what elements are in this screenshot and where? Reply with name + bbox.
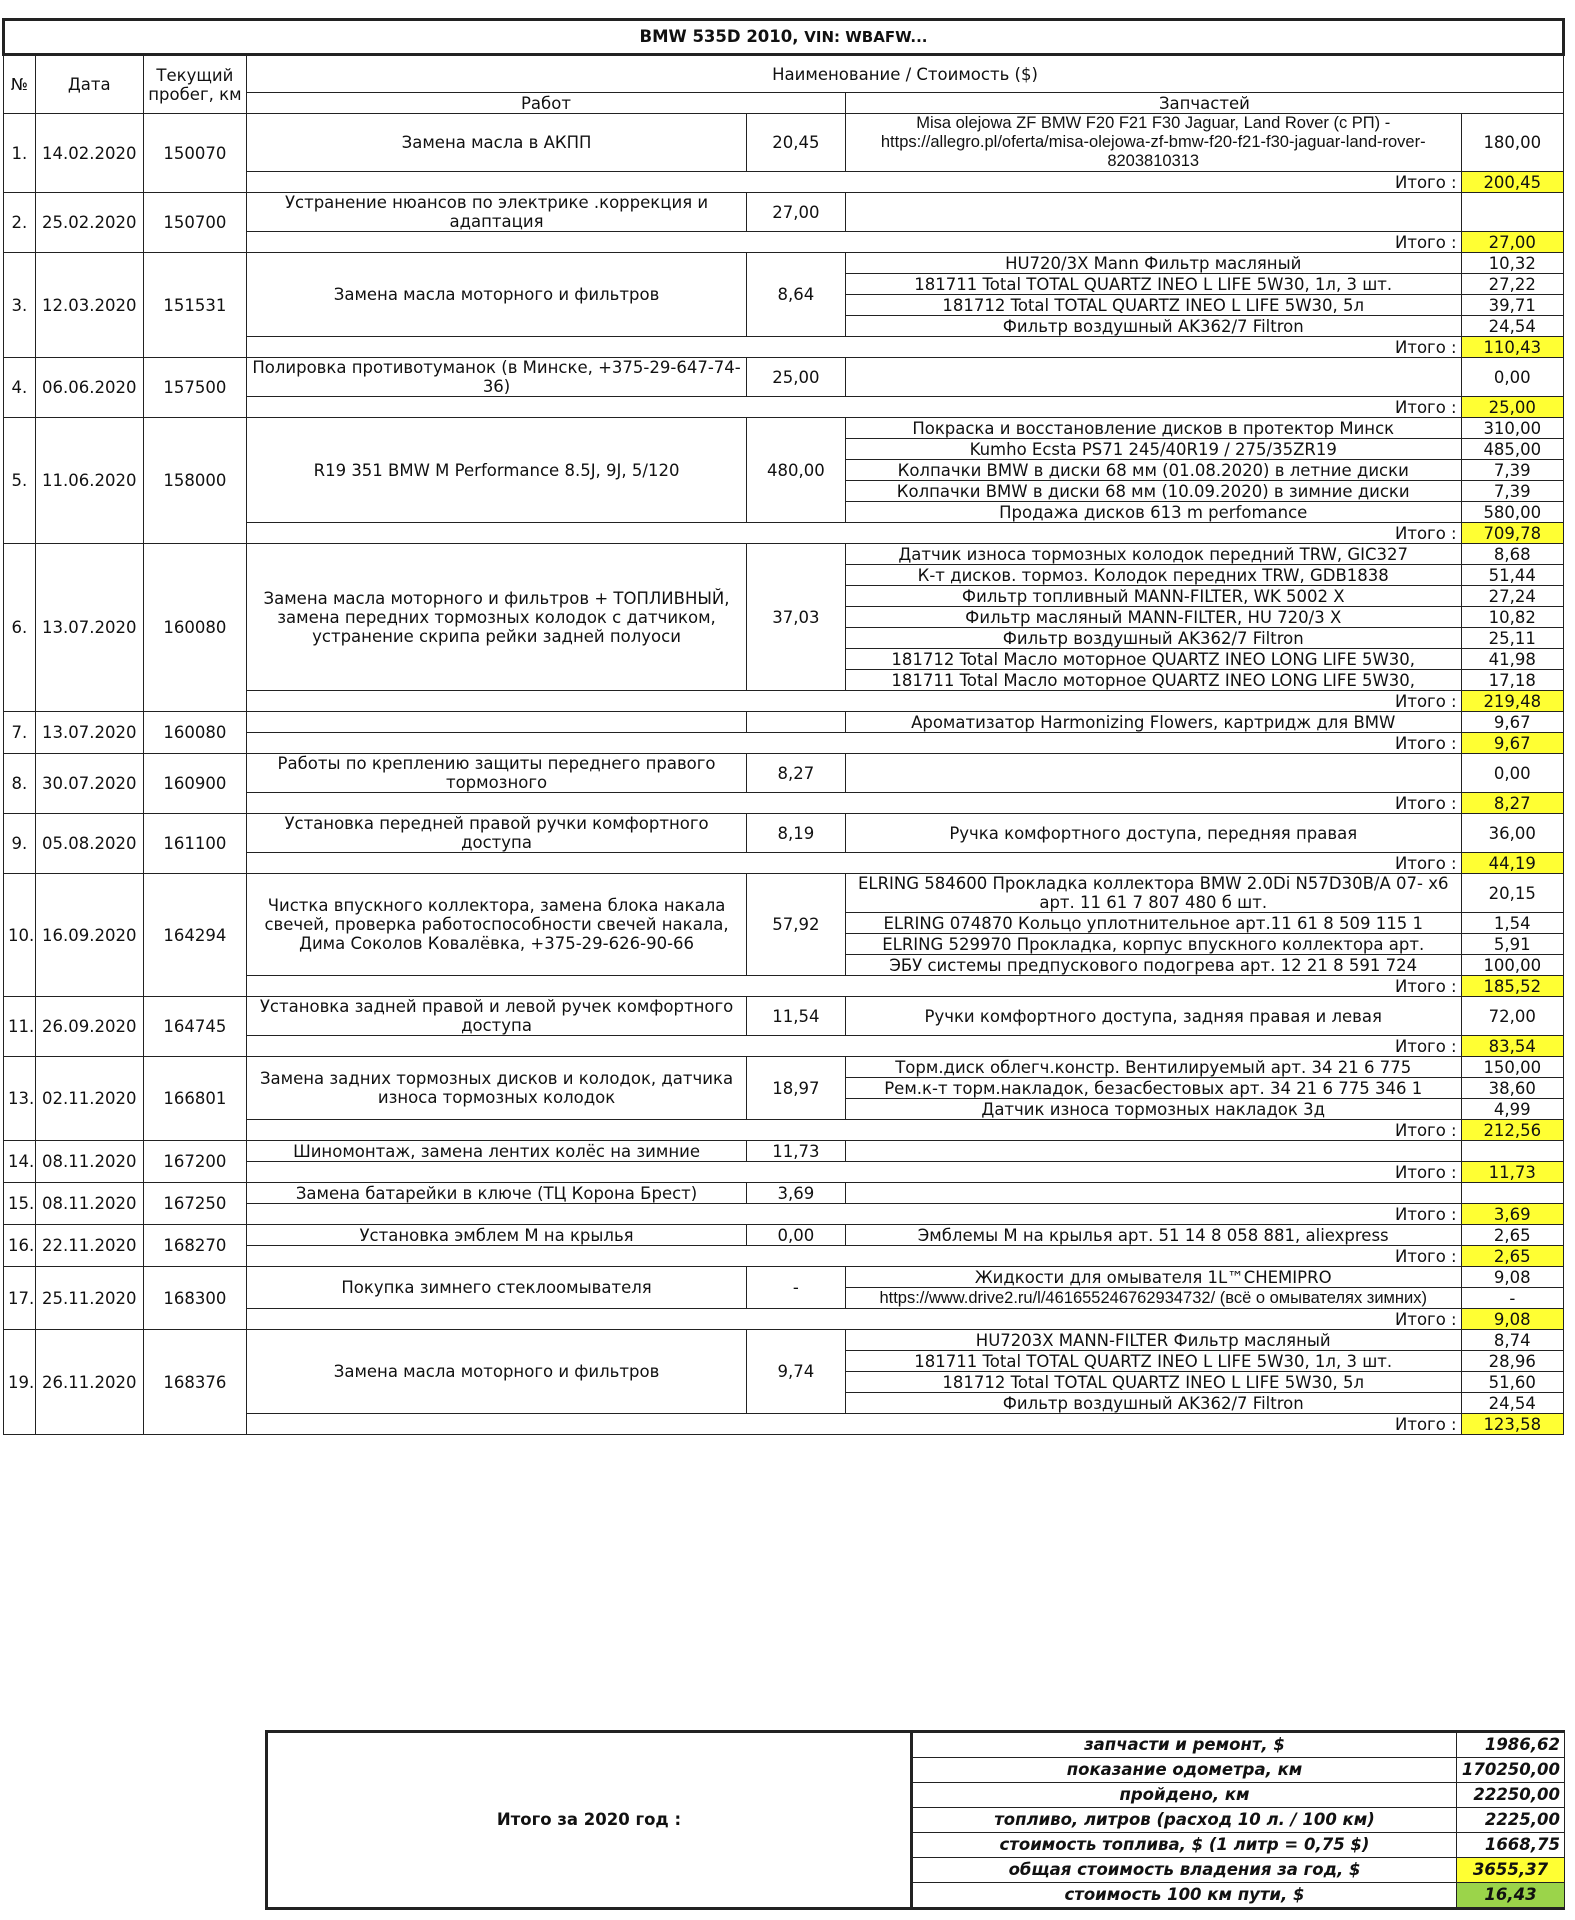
part-cost: 1,54 (1461, 913, 1563, 934)
part-cost: 10,32 (1461, 253, 1563, 274)
table-row (4, 1225, 1564, 1246)
summary-label: топливо, литров (расход 10 л. / 100 км) (912, 1808, 1457, 1833)
part-cost: 25,11 (1461, 628, 1563, 649)
part-name: К-т дисков. тормоз. Колодок передних TRW, GDB1838 (845, 565, 1461, 586)
part-name: Фильтр воздушный AK362/7 Filtron (845, 316, 1461, 337)
record-work: Шиномонтаж, замена лентих колёс на зимние (247, 1141, 747, 1162)
record-date: 25.11.2020 (35, 1267, 143, 1330)
part-name (845, 358, 1461, 397)
part-cost: 150,00 (1461, 1057, 1563, 1078)
record-mileage: 150700 (143, 193, 246, 253)
record-total: 9,08 (1461, 1309, 1563, 1330)
sheet-title (4, 20, 1564, 55)
part-name: 181712 Total TOTAL QUARTZ INEO L LIFE 5W30, 5л (845, 295, 1461, 316)
part-name: Колпачки BMW в диски 68 мм (10.09.2020) в зимние диски (845, 481, 1461, 502)
part-cost: 38,60 (1461, 1078, 1563, 1099)
table-row (4, 1183, 1564, 1204)
record-total: 709,78 (1461, 523, 1563, 544)
summary-value: 3655,37 (1457, 1858, 1565, 1883)
total-label: Итого : (247, 976, 1462, 997)
part-name (845, 193, 1461, 232)
part-name: Фильтр воздушный AK362/7 Filtron (845, 1393, 1461, 1414)
part-name: Колпачки BMW в диски 68 мм (01.08.2020) в летние диски (845, 460, 1461, 481)
record-mileage: 167250 (143, 1183, 246, 1225)
part-cost: 9,08 (1461, 1267, 1563, 1288)
part-cost: 7,39 (1461, 481, 1563, 502)
record-work-cost: 8,27 (746, 754, 845, 793)
record-work-cost: 27,00 (746, 193, 845, 232)
part-cost: 0,00 (1461, 358, 1563, 397)
record-work: Замена батарейки в ключе (ТЦ Корона Брест) (247, 1183, 747, 1204)
part-name: Ароматизатор Harmonizing Flowers, картридж для BMW (845, 712, 1461, 733)
record-work: Установка задней правой и левой ручек комфортного доступа (247, 997, 747, 1036)
maintenance-table (2, 18, 1565, 1435)
summary-value: 1986,62 (1457, 1732, 1565, 1758)
record-work-cost: 8,64 (746, 253, 845, 337)
part-cost: 24,54 (1461, 1393, 1563, 1414)
summary-label: общая стоимость владения за год, $ (912, 1858, 1457, 1883)
part-name: Датчик износа тормозных накладок 3д (845, 1099, 1461, 1120)
part-cost: 27,24 (1461, 586, 1563, 607)
record-total: 9,67 (1461, 733, 1563, 754)
part-cost: 0,00 (1461, 754, 1563, 793)
record-date: 08.11.2020 (35, 1183, 143, 1225)
record-work-cost: - (746, 1267, 845, 1309)
part-cost: 580,00 (1461, 502, 1563, 523)
part-cost: 36,00 (1461, 814, 1563, 853)
part-name: Ручка комфортного доступа, передняя правая (845, 814, 1461, 853)
record-mileage: 161100 (143, 814, 246, 874)
record-work: Установка передней правой ручки комфортного доступа (247, 814, 747, 853)
record-total: 2,65 (1461, 1246, 1563, 1267)
record-work-cost (746, 712, 845, 733)
part-name: Эмблемы М на крылья арт. 51 14 8 058 881, aliexpress (845, 1225, 1461, 1246)
summary-value: 170250,00 (1457, 1758, 1565, 1783)
table-row (4, 1057, 1564, 1078)
record-work-cost: 25,00 (746, 358, 845, 397)
part-name: ELRING 074870 Кольцо уплотнительное арт.11 61 8 509 115 1 (845, 913, 1461, 934)
header-name-cost: Наименование / Стоимость ($) (247, 55, 1564, 93)
total-label: Итого : (247, 1309, 1462, 1330)
record-date: 05.08.2020 (35, 814, 143, 874)
record-mileage: 157500 (143, 358, 246, 418)
record-num: 11. (4, 997, 36, 1057)
record-work-cost: 480,00 (746, 418, 845, 523)
header-parts: Запчастей (845, 93, 1563, 114)
part-cost: 51,44 (1461, 565, 1563, 586)
record-total: 25,00 (1461, 397, 1563, 418)
part-cost (1461, 1141, 1563, 1162)
table-row (4, 874, 1564, 913)
part-name: Фильтр топливный MANN-FILTER, WK 5002 X (845, 586, 1461, 607)
record-mileage: 160080 (143, 712, 246, 754)
total-label: Итого : (247, 1036, 1462, 1057)
record-date: 12.03.2020 (35, 253, 143, 358)
total-label: Итого : (247, 733, 1462, 754)
part-cost: 10,82 (1461, 607, 1563, 628)
part-name: Фильтр воздушный AK362/7 Filtron (845, 628, 1461, 649)
table-row (4, 814, 1564, 853)
record-mileage: 158000 (143, 418, 246, 544)
header-works: Работ (247, 93, 846, 114)
record-work: Чистка впускного коллектора, замена блока накала свечей, проверка работоспособности свечей накала, Дима Соколов Ковалёвка, +375-29-626-90-66 (247, 874, 747, 976)
summary-value: 1668,75 (1457, 1833, 1565, 1858)
table-row (4, 544, 1564, 565)
total-label: Итого : (247, 1246, 1462, 1267)
record-total: 11,73 (1461, 1162, 1563, 1183)
part-cost: 7,39 (1461, 460, 1563, 481)
part-cost: 4,99 (1461, 1099, 1563, 1120)
total-label: Итого : (247, 1414, 1462, 1435)
part-cost: 8,68 (1461, 544, 1563, 565)
part-name: Фильтр масляный MANN-FILTER, HU 720/3 X (845, 607, 1461, 628)
part-name: ELRING 584600 Прокладка коллектора BMW 2.0Di N57D30B/A 07- x6 арт. 11 61 7 807 480 б шт. (845, 874, 1461, 913)
total-label: Итого : (247, 853, 1462, 874)
record-work: Замена масла моторного и фильтров + ТОПЛИВНЫЙ, замена передних тормозных колодок с датчиком, устранение скрипа рейки задней полуоси (247, 544, 747, 691)
record-mileage: 168270 (143, 1225, 246, 1267)
part-cost: 8,74 (1461, 1330, 1563, 1351)
part-name: HU7203X MANN-FILTER Фильтр масляный (845, 1330, 1461, 1351)
record-work-cost: 20,45 (746, 114, 845, 172)
part-cost: 24,54 (1461, 316, 1563, 337)
record-mileage: 164745 (143, 997, 246, 1057)
total-label: Итого : (247, 337, 1462, 358)
record-date: 08.11.2020 (35, 1141, 143, 1183)
table-row (4, 1141, 1564, 1162)
total-label: Итого : (247, 1204, 1462, 1225)
record-num: 13. (4, 1057, 36, 1141)
record-work-cost: 3,69 (746, 1183, 845, 1204)
record-num: 3. (4, 253, 36, 358)
record-date: 11.06.2020 (35, 418, 143, 544)
total-label: Итого : (247, 1162, 1462, 1183)
summary-label: запчасти и ремонт, $ (912, 1732, 1457, 1758)
table-row (4, 1267, 1564, 1288)
year-summary-table (265, 1730, 1565, 1910)
part-cost: 17,18 (1461, 670, 1563, 691)
part-cost: 27,22 (1461, 274, 1563, 295)
record-total: 123,58 (1461, 1414, 1563, 1435)
record-work-cost: 57,92 (746, 874, 845, 976)
record-num: 2. (4, 193, 36, 253)
record-total: 200,45 (1461, 172, 1563, 193)
record-total: 185,52 (1461, 976, 1563, 997)
record-mileage: 167200 (143, 1141, 246, 1183)
total-label: Итого : (247, 232, 1462, 253)
part-name: 181712 Total Масло моторное QUARTZ INEO LONG LIFE 5W30, (845, 649, 1461, 670)
summary-value: 22250,00 (1457, 1783, 1565, 1808)
year-total-label: Итого за 2020 год : (267, 1732, 912, 1909)
record-date: 14.02.2020 (35, 114, 143, 193)
record-total: 8,27 (1461, 793, 1563, 814)
header-num: № (4, 55, 36, 114)
part-name: https://www.drive2.ru/l/461655246762934732/ (всё о омывателях зимних) (845, 1288, 1461, 1309)
part-name: ELRING 529970 Прокладка, корпус впускного коллектора арт. (845, 934, 1461, 955)
record-date: 26.11.2020 (35, 1330, 143, 1435)
title-car: BMW 535D 2010, (639, 27, 799, 46)
record-mileage: 160900 (143, 754, 246, 814)
part-cost: 180,00 (1461, 114, 1563, 172)
part-cost: 51,60 (1461, 1372, 1563, 1393)
part-cost: 20,15 (1461, 874, 1563, 913)
record-work: Замена масла в АКПП (247, 114, 747, 172)
record-work-cost: 11,54 (746, 997, 845, 1036)
part-name (845, 754, 1461, 793)
part-cost: 310,00 (1461, 418, 1563, 439)
header-date: Дата (35, 55, 143, 114)
part-name: 181712 Total TOTAL QUARTZ INEO L LIFE 5W30, 5л (845, 1372, 1461, 1393)
part-cost (1461, 193, 1563, 232)
record-num: 10. (4, 874, 36, 997)
record-work: Установка эмблем М на крылья (247, 1225, 747, 1246)
part-name: Жидкости для омывателя 1L™CHEMIPRO (845, 1267, 1461, 1288)
total-label: Итого : (247, 172, 1462, 193)
record-num: 9. (4, 814, 36, 874)
record-total: 212,56 (1461, 1120, 1563, 1141)
record-date: 06.06.2020 (35, 358, 143, 418)
record-total: 83,54 (1461, 1036, 1563, 1057)
record-date: 16.09.2020 (35, 874, 143, 997)
record-total: 27,00 (1461, 232, 1563, 253)
record-date: 13.07.2020 (35, 712, 143, 754)
record-mileage: 166801 (143, 1057, 246, 1141)
summary-row (267, 1732, 1565, 1758)
summary-label: стоимость 100 км пути, $ (912, 1883, 1457, 1909)
part-cost: - (1461, 1288, 1563, 1309)
table-row (4, 114, 1564, 172)
part-name: HU720/3X Mann Фильтр масляный (845, 253, 1461, 274)
total-label: Итого : (247, 397, 1462, 418)
record-extra-part: Продажа дисков 613 m perfomance (845, 502, 1461, 523)
record-date: 13.07.2020 (35, 544, 143, 712)
record-num: 14. (4, 1141, 36, 1183)
summary-label: стоимость топлива, $ (1 литр = 0,75 $) (912, 1833, 1457, 1858)
total-label: Итого : (247, 1120, 1462, 1141)
part-name (845, 1183, 1461, 1204)
part-name: Kumho Ecsta PS71 245/40R19 / 275/35ZR19 (845, 439, 1461, 460)
table-row (4, 253, 1564, 274)
summary-value: 2225,00 (1457, 1808, 1565, 1833)
record-work-cost: 37,03 (746, 544, 845, 691)
record-num: 15. (4, 1183, 36, 1225)
record-date: 30.07.2020 (35, 754, 143, 814)
record-num: 16. (4, 1225, 36, 1267)
record-num: 17. (4, 1267, 36, 1330)
record-work-cost: 0,00 (746, 1225, 845, 1246)
record-total: 44,19 (1461, 853, 1563, 874)
part-cost: 100,00 (1461, 955, 1563, 976)
record-work-cost: 9,74 (746, 1330, 845, 1414)
part-cost: 28,96 (1461, 1351, 1563, 1372)
record-work: Покупка зимнего стеклоомывателя (247, 1267, 747, 1309)
record-date: 02.11.2020 (35, 1057, 143, 1141)
summary-label: пройдено, км (912, 1783, 1457, 1808)
summary-value: 16,43 (1457, 1883, 1565, 1909)
part-name: ЭБУ системы предпускового подогрева арт. 12 21 8 591 724 (845, 955, 1461, 976)
summary-label: показание одометра, км (912, 1758, 1457, 1783)
record-total: 3,69 (1461, 1204, 1563, 1225)
part-name (845, 1141, 1461, 1162)
record-num: 6. (4, 544, 36, 712)
record-work: Работы по креплению защиты переднего правого тормозного (247, 754, 747, 793)
header-mileage: Текущий пробег, км (143, 55, 246, 114)
record-mileage: 151531 (143, 253, 246, 358)
record-work: R19 351 BMW M Performance 8.5J, 9J, 5/120 (247, 418, 747, 523)
record-mileage: 150070 (143, 114, 246, 193)
record-work: Замена масла моторного и фильтров (247, 253, 747, 337)
record-work (247, 712, 747, 733)
part-cost (1461, 1183, 1563, 1204)
record-mileage: 168376 (143, 1330, 246, 1435)
table-row (4, 754, 1564, 793)
part-name: Покраска и восстановление дисков в протектор Минск (845, 418, 1461, 439)
title-vin: VIN: WBAFW... (804, 28, 928, 46)
record-work-cost: 18,97 (746, 1057, 845, 1120)
record-work-cost: 8,19 (746, 814, 845, 853)
part-cost: 41,98 (1461, 649, 1563, 670)
table-row (4, 712, 1564, 733)
record-num: 4. (4, 358, 36, 418)
total-label: Итого : (247, 691, 1462, 712)
record-num: 19. (4, 1330, 36, 1435)
record-num: 7. (4, 712, 36, 754)
record-work: Устранение нюансов по электрике .коррекция и адаптация (247, 193, 747, 232)
part-name: 181711 Total TOTAL QUARTZ INEO L LIFE 5W30, 1л, 3 шт. (845, 274, 1461, 295)
part-cost: 9,67 (1461, 712, 1563, 733)
record-work: Замена задних тормозных дисков и колодок, датчика износа тормозных колодок (247, 1057, 747, 1120)
part-name: Торм.диск облегч.констр. Вентилируемый арт. 34 21 6 775 (845, 1057, 1461, 1078)
total-label: Итого : (247, 523, 1462, 544)
record-mileage: 168300 (143, 1267, 246, 1330)
part-name: Ручки комфортного доступа, задняя правая и левая (845, 997, 1461, 1036)
record-work: Замена масла моторного и фильтров (247, 1330, 747, 1414)
record-work: Полировка противотуманок (в Минске, +375-29-647-74-36) (247, 358, 747, 397)
record-num: 8. (4, 754, 36, 814)
table-row (4, 997, 1564, 1036)
part-name: Рем.к-т торм.накладок, безасбестовых арт. 34 21 6 775 346 1 (845, 1078, 1461, 1099)
record-num: 1. (4, 114, 36, 193)
total-label: Итого : (247, 793, 1462, 814)
record-mileage: 160080 (143, 544, 246, 712)
record-date: 25.02.2020 (35, 193, 143, 253)
table-row (4, 193, 1564, 232)
record-total: 219,48 (1461, 691, 1563, 712)
table-row (4, 358, 1564, 397)
record-num: 5. (4, 418, 36, 544)
part-cost: 39,71 (1461, 295, 1563, 316)
record-date: 22.11.2020 (35, 1225, 143, 1267)
record-total: 110,43 (1461, 337, 1563, 358)
part-name: Датчик износа тормозных колодок передний TRW, GIC327 (845, 544, 1461, 565)
part-cost: 2,65 (1461, 1225, 1563, 1246)
part-name: 181711 Total Масло моторное QUARTZ INEO LONG LIFE 5W30, (845, 670, 1461, 691)
part-name: 181711 Total TOTAL QUARTZ INEO L LIFE 5W30, 1л, 3 шт. (845, 1351, 1461, 1372)
record-mileage: 164294 (143, 874, 246, 997)
part-cost: 485,00 (1461, 439, 1563, 460)
part-cost: 72,00 (1461, 997, 1563, 1036)
part-name: Misa olejowa ZF BMW F20 F21 F30 Jaguar, Land Rover (с РП) - https://allegro.pl/oferta/misa-olejowa-zf-bmw-f20-f21-f30-jaguar-land-rover-8203810313 (845, 114, 1461, 172)
record-work-cost: 11,73 (746, 1141, 845, 1162)
record-date: 26.09.2020 (35, 997, 143, 1057)
table-row (4, 418, 1564, 439)
table-row (4, 1330, 1564, 1351)
part-cost: 5,91 (1461, 934, 1563, 955)
